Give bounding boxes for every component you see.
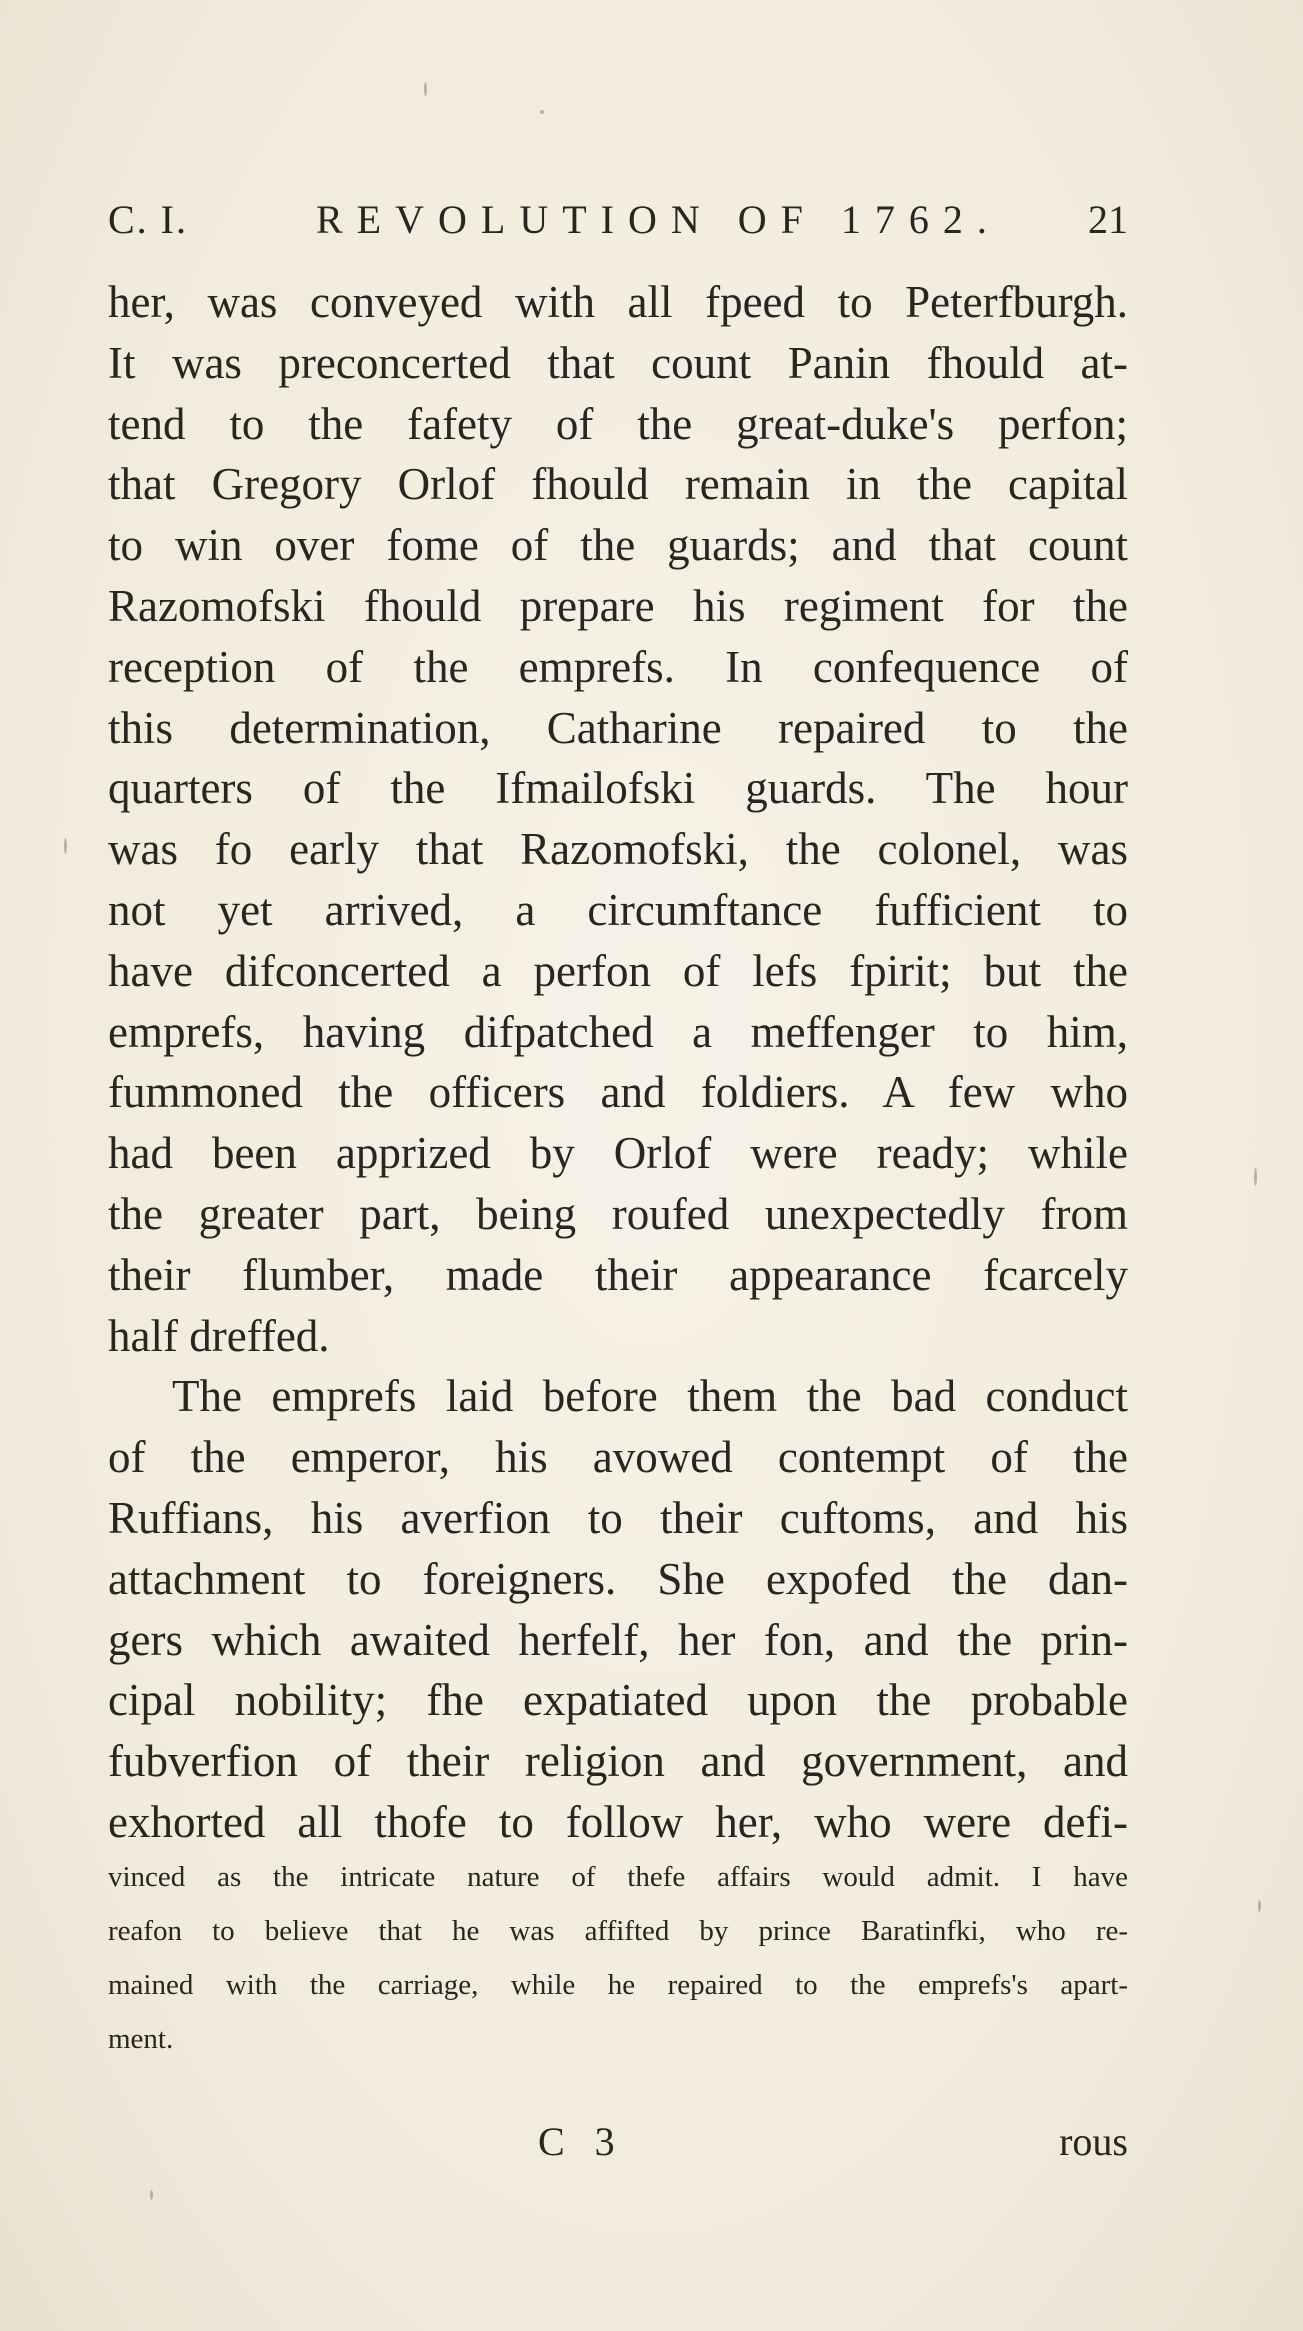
running-title: REVOLUTION OF 1762.: [316, 197, 1001, 242]
page-footer: [108, 2118, 1128, 2168]
text-line: tend to the fafety of the great-duke's perfon;: [108, 398, 1128, 449]
text-line: was fo early that Razomofski, the colonel, was: [108, 824, 1128, 875]
text-line: her, was conveyed with all fpeed to Peterfburgh.: [108, 277, 1128, 327]
text-line: It was preconcerted that count Panin fhould at-: [108, 337, 1128, 388]
text-line: that Gregory Orlof fhould remain in the capital: [108, 459, 1128, 510]
paper-speck: [64, 838, 67, 854]
text-line: to win over fome of the guards; and that count: [108, 520, 1128, 571]
text-line: their flumber, made their appearance fcarcely: [108, 1249, 1128, 1300]
text-line: Razomofski fhould prepare his regiment for the: [108, 580, 1128, 631]
footnote-line: reafon to believe that he was affifted by prince Baratinfki, who re-: [108, 1915, 1128, 1947]
paper-speck: [150, 2190, 153, 2200]
signature-mark: C 3: [538, 2119, 625, 2164]
text-line: of the emperor, his avowed contempt of the: [108, 1432, 1128, 1483]
paper-speck: [1258, 1900, 1261, 1912]
catchword: rous: [1059, 2119, 1128, 2164]
paper-speck: [424, 82, 427, 96]
text-line: quarters of the Ifmailofski guards. The hour: [108, 763, 1128, 814]
text-line: have difconcerted a perfon of lefs fpirit; but the: [108, 945, 1128, 996]
running-header: [108, 196, 1128, 256]
chapter-label: C. I.: [108, 197, 188, 242]
text-line: the greater part, being roufed unexpectedly from: [108, 1188, 1128, 1239]
footnote: [108, 1850, 1128, 2066]
text-line: not yet arrived, a circumftance fufficient to: [108, 884, 1128, 935]
text-line: exhorted all thofe to follow her, who were defi-: [108, 1796, 1128, 1847]
text-line: half dreffed.: [108, 1310, 330, 1361]
page-number: 21: [1088, 197, 1128, 242]
text-line: fubverfion of their religion and government, and: [108, 1736, 1128, 1787]
paper-speck: [1254, 1168, 1257, 1186]
text-line: had been apprized by Orlof were ready; while: [108, 1128, 1128, 1179]
text-line: cipal nobility; fhe expatiated upon the probable: [108, 1675, 1128, 1726]
main-text: [108, 272, 1128, 1853]
paper-speck: [540, 110, 544, 114]
text-line: fummoned the officers and foldiers. A few who: [108, 1067, 1128, 1118]
text-line: gers which awaited herfelf, her fon, and the prin-: [108, 1614, 1128, 1665]
footnote-line: mained with the carriage, while he repaired to the emprefs's apart-: [108, 1969, 1128, 2001]
footnote-line: vinced as the intricate nature of thefe affairs would admit. I have: [108, 1861, 1128, 1893]
text-line: emprefs, having difpatched a meffenger to him,: [108, 1006, 1128, 1057]
text-line: The emprefs laid before them the bad conduct: [172, 1371, 1128, 1422]
footnote-line: ment.: [108, 2023, 174, 2055]
text-line: attachment to foreigners. She expofed the dan-: [108, 1553, 1128, 1604]
text-line: this determination, Catharine repaired to the: [108, 702, 1128, 753]
text-line: reception of the emprefs. In confequence of: [108, 641, 1128, 692]
text-line: Ruffians, his averfion to their cuftoms, and his: [108, 1492, 1128, 1543]
